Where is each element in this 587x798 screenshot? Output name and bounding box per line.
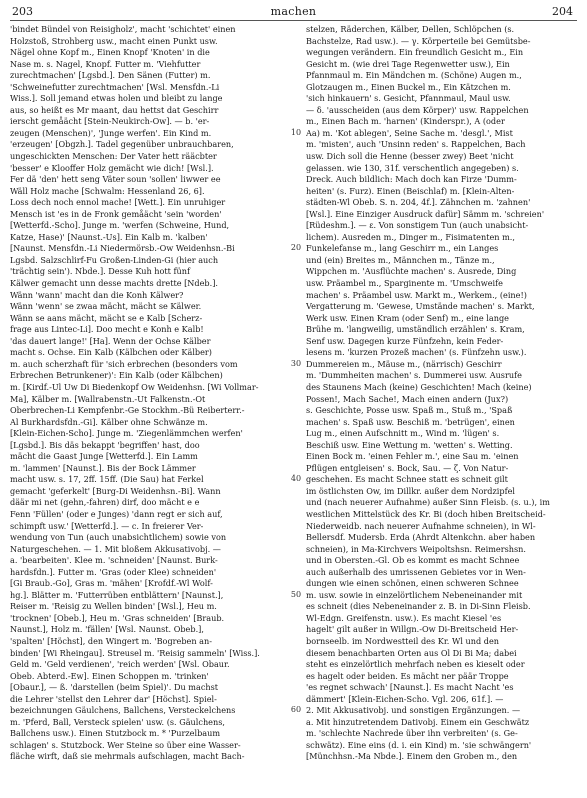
left-column-line: Katze, Hase)' [Naunst.-Us]. Ein Kalb m. 'kalben'	[10, 231, 208, 242]
left-column-line: Geld m. 'Geld verdienen', 'reich werden' [Wsl. Obaur.	[10, 659, 230, 670]
right-column-line: a. Mit hinzutretendem Dativobj. Einem ein Geschwätz	[306, 716, 530, 727]
line-number: 40	[290, 474, 302, 484]
left-column-line: Obeb. Abterd.-Ew]. Einen Schoppen m. 'trinken'	[10, 670, 209, 681]
left-column-line: Ballchens usw.). Einen Stutzbock m. * 'Purzelbaum	[10, 728, 221, 739]
right-column-line: und in Obersten.-Gl. Ob es kommt es macht Schnee	[306, 555, 520, 566]
right-column-line: — δ. 'ausscheiden (aus dem Körper)' usw. Rappelchen	[306, 104, 529, 115]
right-column-line: auch außerhalb des umrissenen Gebietes vor in Wen-	[306, 566, 526, 577]
left-column-line: Fer dä 'den' hett seng Väter soun 'sollen' liwwer ee	[10, 174, 221, 185]
left-column-line: macht s. Ochse. Ein Kalb (Kälbchen oder Kälber)	[10, 347, 212, 358]
right-column-line: Lug m., einen Aufschnitt m., Wind m. 'lügen' s.	[306, 428, 500, 439]
left-column-line: Wänn 'wann' macht dan die Konh Kälwer?	[10, 289, 184, 300]
left-column-line: Nase m. s. Nagel, Knopf. Futter m. 'Viehfutter	[10, 58, 201, 69]
left-column-line: Lgsbd. Salzschlirf-Fu Großen-Linden-Gi (hier auch	[10, 254, 219, 265]
right-column-line: Wl-Edgn. Greifenstn. usw.). Es macht Kiesel 'es	[306, 612, 502, 623]
left-column-line: die Lehrer 'stellst den Lehrer dar' [Höchst]. Spiel-	[10, 693, 217, 704]
left-column-line: 'trocknen' [Obeb.], Heu m. 'Gras schneiden' [Braub.	[10, 612, 225, 623]
right-column-line: Werk usw. Einen Kram (oder Senf) m., eine lange	[306, 312, 509, 323]
page-number-left: 203	[12, 5, 33, 18]
left-column-line: däär mi net (gehn,-fahren) dirf, doo mächt e e	[10, 497, 200, 508]
right-column-line: Funkelefanse m., lang Geschirr m., ein Langes	[306, 243, 499, 254]
left-text-column	[10, 24, 286, 763]
left-column-line: gemacht 'geferkelt' [Burg-Di Weidenhsn.-Bi]. Wann	[10, 485, 221, 496]
left-column-line: ungeschickten Menschen: Der Vater hett rääcbter	[10, 151, 217, 162]
right-column-line: es hagelt oder beiden. Es mächt ner päär Troppe	[306, 670, 509, 681]
right-column-line: [Rüdeshm.]. — ε. Von sonstigem Tun (auch unabsicht-	[306, 220, 529, 231]
right-column-line: bornseelb. im Nordwestteil des Kr. Wl und den	[306, 635, 499, 646]
left-column-line: macht usw. s. 17, 2ff. 15ff. (Die Sau) hat Ferkel	[10, 474, 204, 485]
right-column-line: Einen Bock m. 'einen Fehler m.', eine Sau m. 'einen	[306, 451, 519, 462]
right-column-line: [Wsl.]. Eine Einziger Ausdruck dafür] Sämm m. 'schreien'	[306, 208, 545, 219]
right-column-line: 'sich hinkauern' s. Gesicht, Pfannmaul, Maul usw.	[306, 93, 511, 104]
right-column-line: Wippchen m. 'Ausflüchte machen' s. Ausrede, Ding	[306, 266, 517, 277]
left-column-line: Wiss.]. Soll jemand etwas holen und bleibt zu lange	[10, 93, 223, 104]
right-column-line: 2. Mit Akkusativobj. und sonstigen Ergänzungen. —	[306, 705, 521, 716]
left-column-line: Nägel ohne Kopf m., Einen Knopf 'Knoten' in die	[10, 47, 210, 58]
page-header	[0, 5, 587, 21]
right-column-line: hagelt' gilt außer in Willgn.-Ow Di-Breitscheid Her-	[306, 624, 519, 635]
left-column-line: zurechtmachen' [Lgsbd.]. Den Sänen (Futter) m.	[10, 70, 211, 81]
left-column-line: Mensch ist 'es in de Fronk gemåächt 'sein 'worden'	[10, 208, 222, 219]
right-column-line: des Staunens Mach (keine) Geschichten! Mach (keine)	[306, 381, 532, 392]
left-column-line: [Gi Braub.-Go], Gras m. 'mähen' [Krofdf.-Wl Wolf-	[10, 578, 213, 589]
right-column-line: Pfannmaul m. Ein Mändchen m. (Schöne) Augen m.,	[306, 70, 522, 81]
left-column-line: 'trächtig sein'). Nbde.]. Desse Kuh hott fünf	[10, 266, 190, 277]
right-column-line: im östlichsten Ow, im Dillkr. außer dem Nordzipfel	[306, 485, 515, 496]
left-column-line: Wänn 'wenn' se zwaa mächt, mächt se Kälwer.	[10, 301, 202, 312]
line-number: 10	[290, 127, 302, 137]
left-column-line: Oberbrechen-Li Kempfenbr.-Ge Stockhm.-Bü Reiberterr.-	[10, 405, 245, 416]
left-column-line: Fenn 'Füllen' (oder e Junges) 'dann regt er sich auf,	[10, 508, 223, 519]
left-column-line: [Klein-Eichen-Scho]. Junge m. 'Ziegenlämmchen werfen'	[10, 428, 243, 439]
line-number: 60	[290, 705, 302, 715]
right-column-line: Vergatterung m. 'Gewese, Umstände machen' s. Markt,	[306, 301, 535, 312]
right-column-line: wegungen verändern. Ein freundlich Gesicht m., Ein	[306, 47, 524, 58]
right-column-line: Brühe m. 'langweilig, umständlich erzählen' s. Kram,	[306, 324, 525, 335]
right-column-line: m. 'misten', auch 'Unsinn reden' s. Rappelchen, Bach	[306, 139, 526, 150]
left-column-line: 'erzeugen' [Obgzh.]. Tadel gegenüber unbrauchbaren,	[10, 139, 234, 150]
right-column-line: dämmert' [Klein-Eichen-Scho. Vgl. 206, 61f.]. —	[306, 693, 504, 704]
left-column-line: frage aus Lintec-Li]. Doo mecht e Konh e Kalb!	[10, 324, 204, 335]
header-rule	[10, 20, 577, 21]
left-column-line: Wänn se aans mächt, mächt se e Kalb [Scherz-	[10, 312, 203, 323]
left-column-line: mächt die Gaast Junge [Wetterfd.]. Ein Lamm	[10, 451, 198, 462]
left-column-line: Naturgeschehen. — 1. Mit bloßem Akkusativobj. —	[10, 543, 221, 554]
right-column-line: m. usw. sowie in einzelörtlichem Nebeneinander mit	[306, 589, 523, 600]
left-column-line: 'spalten' [Höchst], den Wingert m. 'Bogreben an-	[10, 635, 212, 646]
left-column-line: schimpft usw.' [Wetterfd.]. — c. In freierer Ver-	[10, 520, 204, 531]
left-column-line: Erbrechen Betrunkener)': Ein Kalb (oder Kälbchen)	[10, 370, 223, 381]
line-number: 50	[290, 589, 302, 599]
left-column-line: hg.]. Blätter m. 'Futterrüben entblättern' [Naunst.],	[10, 589, 224, 600]
right-column-line: Possen!, Mach Sache!, Mach einen andern (Jux?)	[306, 393, 509, 404]
right-column-line: diesem benachbarten Orten aus Ol Di Bi Ma; dabei	[306, 647, 517, 658]
left-column-line: m. 'lammen' [Naunst.]. Bis der Bock Lämmer	[10, 462, 196, 473]
right-column-line: [Münchhsn.-Ma Nbde.]. Einem den Groben m., den	[306, 751, 518, 762]
right-column-line: 'es regnet schwach' [Naunst.]. Es macht Nacht 'es	[306, 682, 514, 693]
right-column-line: m. 'Dummheiten machen' s. Dummerei usw. Ausrufe	[306, 370, 522, 381]
right-column-line: Beschiß usw. Eine Wettung m. 'wetten' s. Wetting.	[306, 439, 513, 450]
right-column-line: stelzen, Räderchen, Kälber, Dellen, Schlöpchen (s.	[306, 24, 515, 34]
running-head-title: machen	[270, 5, 317, 18]
left-column-line: zeugen (Menschen)', 'Junge werfen'. Ein Kind m.	[10, 127, 212, 138]
right-column-line: Gesicht m. (wie drei Tage Regenwetter usw.), Ein	[306, 58, 510, 69]
page-number-right: 204	[552, 5, 573, 18]
left-column-line: 'besser' e Klooffer Holz gemächt wie dich! [Wsl.].	[10, 162, 214, 173]
right-column-line: gelassen. wie 130, 31f. verschentlich angegeben) s.	[306, 162, 519, 173]
right-column-line: schwätz). Eine eins (d. i. ein Kind) m. 'sie schwängern'	[306, 739, 532, 750]
left-column-line: 'das dauert lange!' [Ha]. Wenn der Ochse Kälber	[10, 335, 211, 346]
right-column-line: dungen wie einen schönen, einen schweren Schnee	[306, 578, 519, 589]
right-column-line: städten-Wl Obeb. S. n. 204, 4f.]. Zähnchen m. 'zahnen'	[306, 197, 531, 208]
left-column-line: Loss dech noch ennol mache! [Wett.]. Ein unruhiger	[10, 197, 226, 208]
left-column-line: [Lgsbd.]. Bis däs bekappt 'begriffen' hast, doo	[10, 439, 200, 450]
left-column-line: [Naunst. Mensfdn.-Li Niedermörsb.-Ow Weidenhsn.-Bi	[10, 243, 235, 254]
left-column-line: 'bindet Bündel von Reisigholz', macht 'schichtet' einen	[10, 24, 236, 34]
left-column-line: [Wetterfd.-Scho]. Junge m. 'werfen (Schweine, Hund,	[10, 220, 230, 231]
left-column-line: binden' [Wi Rheingau]. Streusel m. 'Reisig sammeln' [Wiss.].	[10, 647, 260, 658]
right-column-line: Senf usw. Dagegen kurze Fünfzehn, kein Feder-	[306, 335, 504, 346]
left-column-line: hardsfdn.]. Futter m. 'Gras (oder Klee) schneiden'	[10, 566, 217, 577]
left-column-line: schlagen' s. Stutzbock. Wer Steine so über eine Wasser-	[10, 739, 241, 750]
line-number-gutter	[286, 24, 306, 784]
left-column-line: m. 'Pferd, Ball, Versteck spielen' usw. (s. Gäulchens,	[10, 716, 225, 727]
right-column-line: Aa) m. 'Kot ablegen', Seine Sache m. 'desgl.', Mist	[306, 127, 513, 138]
right-column-line: es schneit (dies Nebeneinander z. B. in Di-Sinn Fleisb.	[306, 601, 531, 612]
left-column-line: Reiser m. 'Reisig zu Wellen binden' [Wsl.], Heu m.	[10, 601, 217, 612]
right-column-line: Glotzaugen m., Einen Buckel m., Ein Kätzchen m.	[306, 81, 511, 92]
right-column-line: m., Einen Bach m. 'harnen' (Kinderspr.), A (oder	[306, 116, 505, 127]
left-column-line: m. [Kirdf.-Ul Uw Di Biedenkopf Ow Weidenhsn. [Wi Vollmar-	[10, 381, 259, 392]
right-column-line: s. Geschichte, Posse usw. Spaß m., Stuß m., 'Spaß	[306, 405, 513, 416]
left-column-line: a. 'bearbeiten'. Klee m. 'schneiden' [Naunst. Burk-	[10, 555, 218, 566]
left-column-line: Naunst.], Holz m. 'fällen' [Wsl. Naunst. Obeb.],	[10, 624, 204, 635]
left-column-line: [Obaur.], — ß. 'darstellen (beim Spiel)'. Du machst	[10, 682, 219, 693]
right-column-line: geschehen. Es macht Schnee statt es schneit gilt	[306, 474, 508, 485]
right-column-line: Bellersdf. Mudersb. Erda (Ahrdt Altenkchn. aber haben	[306, 532, 536, 543]
right-column-line: Dummereien m., Mäuse m., (närrisch) Geschirr	[306, 358, 502, 369]
right-column-line: und (ein) Breites m., Männchen m., Tänze m.,	[306, 254, 495, 265]
right-column-line: lichem). Ausreden m., Dinger m., Fisimatenten m.,	[306, 231, 515, 242]
right-column-line: usw. Dich soll die Henne (besser zwey) Beet 'nicht	[306, 151, 514, 162]
right-column-line: westlichen Mittelstück des Kr. Bi (doch hiben Breitscheid-	[306, 508, 546, 519]
right-text-column	[306, 24, 576, 763]
left-column-line: wendung von Tun (auch unabsichtlichem) sowie von	[10, 532, 227, 543]
left-column-line: Kälwer gemacht unn desse machts drette [Ndeb.].	[10, 278, 218, 289]
right-column-line: machen' s. Spaß usw. Beschiß m. 'betrügen', einen	[306, 416, 515, 427]
right-column-line: Pflügen entgleisen' s. Bock, Sau. — ζ. Von Natur-	[306, 462, 509, 473]
right-column-line: Bachstelze, Rad usw.). — γ. Körperteile bei Gemütsbe-	[306, 35, 531, 46]
left-column-line: 'Schweinefutter zurechtmachen' [Wsl. Mensfdn.-Li	[10, 81, 220, 92]
left-column-line: aus, so heißt es Mr maant, dau hettst dat Geschirr	[10, 104, 219, 115]
right-column-line: schneien), in Ma-Kirchvers Weipoltshsn. Reimershsn.	[306, 543, 526, 554]
right-column-line: Niederweidb. nach neuerer Aufnahme schneien), in Wl-	[306, 520, 536, 531]
left-column-line: m. auch scherzhaft für 'sich erbrechen (besonders vom	[10, 358, 238, 369]
right-column-line: machen' s. Präambel usw. Markt m., Werkem., (eine!)	[306, 289, 527, 300]
right-column-line: usw. Präambel m., Sparginente m. 'Umschweife	[306, 278, 503, 289]
left-column-line: ierscht gemåächt [Stein-Neukirch-Ow]. — b. 'er-	[10, 116, 210, 127]
left-column-line: Al Burkhardsfdn.-Gi]. Kälber ohne Schwänze m.	[10, 416, 208, 427]
left-column-line: fläche wirft, daß sie mehrmals aufschlagen, macht Bach-	[10, 751, 245, 762]
right-column-line: Dreck. Auch bildlich: Mach doch kan Firze 'Dumm-	[306, 174, 517, 185]
left-column-line: Holzstoß, Strohberg usw., macht einen Punkt usw.	[10, 35, 218, 46]
right-column-line: steht es einzelörtlich mehrfach neben es kieselt oder	[306, 659, 525, 670]
right-column-line: m. 'schlechte Nachrede über ihn verbreiten' (s. Ge-	[306, 728, 518, 739]
left-column-line: Wäll Holz mache [Schwalm: Hessenland 26, 6].	[10, 185, 205, 196]
left-column-line: bezeichnungen Gäulchens, Ballchens, Versteckelchens	[10, 705, 236, 716]
right-column-line: heiten' (s. Furz). Einen (Beischlaf) m. [Klein-Alten-	[306, 185, 515, 196]
line-number: 20	[290, 243, 302, 253]
left-column-line: Ma], Kälber m. [Wallrabenstn.-Ut Falkenstn.-Ot	[10, 393, 206, 404]
right-column-line: lesens m. 'kurzen Prozeß machen' (s. Fünfzehn usw.).	[306, 347, 527, 358]
right-column-line: und (nach neuerer Aufnahme) außer Sinn Fleisb. (s. u.), im	[306, 497, 550, 508]
line-number: 30	[290, 358, 302, 368]
